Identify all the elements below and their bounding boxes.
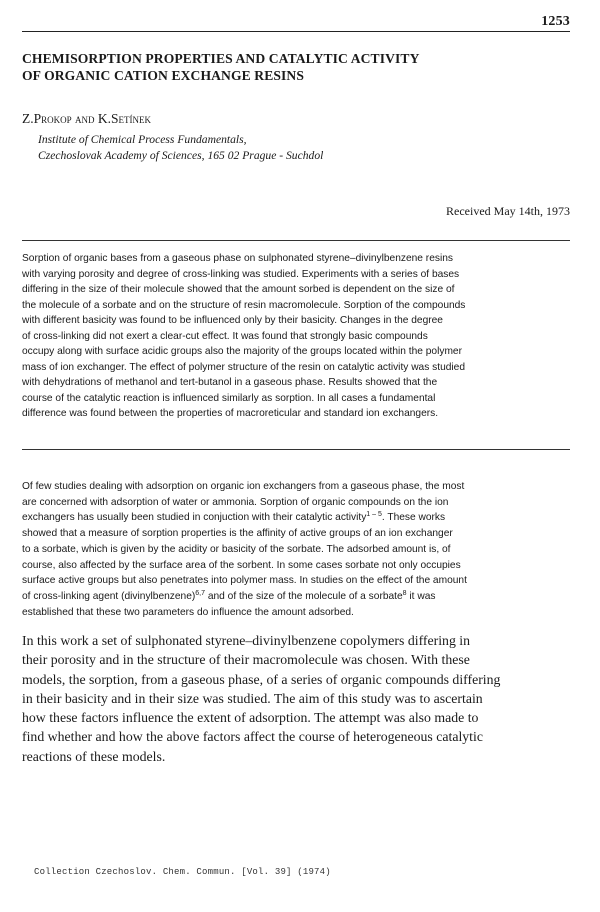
abstract-line: the molecule of a sorbate and on the structure of resin macromolecule. Sorption of the compounds [22,299,466,311]
paragraph-line: models, the sorption, from a gaseous phase, of a series of organic compounds differing [22,671,501,687]
text-run: exchangers has usually been studied in conjuction with their catalytic activity [22,512,367,524]
text-run: it was [406,590,436,602]
paragraph-line: surface active groups but also penetrates into polymer mass. In studies on the effect of the amount [22,575,467,587]
received-date: Received May 14th, 1973 [446,204,570,218]
reference-superscript: 1 – 5 [366,511,382,519]
header-rule [22,31,570,32]
paragraph-line: in their basicity and in their size was studied. The aim of this study was to ascertain [22,690,483,706]
paragraph-line: are concerned with adsorption of water or ammonia. Sorption of organic compounds on the ion [22,496,449,508]
paragraph-line: course, also affected by the surface area of the sorbent. In some cases sorbate not only occupies [22,559,461,571]
paragraph-line: how these factors influence the extent of adsorption. The attempt was also made to [22,710,479,726]
paragraph-line: established that these two parameters do influence the amount adsorbed. [22,606,354,618]
paragraph-line [22,510,569,526]
paragraph-line: showed that a measure of sorption properties is the affinity of active groups of an ion exchanger [22,528,453,540]
abstract-line: mass of ion exchanger. The effect of polymer structure of the resin on catalytic activity was studied [22,361,465,373]
title-line: CHEMISORPTION PROPERTIES AND CATALYTIC ACTIVITY [22,51,420,66]
abstract-line: with different basicity was found to be influenced only by their basicity. Changes in the degree [22,315,443,326]
abstract-line: with varying porosity and degree of cross-linking was studied. Experiments with a series of bases [22,268,460,280]
paragraph-line: their porosity and in the structure of their macromolecule was chosen. With these [22,652,470,668]
paragraph-line: find whether and how the above factors affect the course of heterogeneous catalytic [22,729,483,745]
abstract-line: differing in the size of their molecule showed that the amount sorbed is dependent on the size of [22,284,455,295]
paragraph-line [22,589,569,605]
title-line: OF ORGANIC CATION EXCHANGE RESINS [22,68,305,83]
affiliation-line: Czechoslovak Academy of Sciences, 165 02 Prague - Suchdol [38,148,324,162]
text-run: . These works [381,512,446,524]
paragraph-line: In this work a set of sulphonated styrene–divinylbenzene copolymers differing in [22,633,471,648]
paragraph-line: to a sorbate, which is given by the acidity or basicity of the sorbate. The adsorbed amount is, of [22,543,451,555]
introduction-paragraph-2 [22,631,570,766]
affiliation-line: Institute of Chemical Process Fundamentals, [38,133,247,146]
abstract-line: with dehydrations of methanol and tert-butanol in a gaseous phase. Results showed that the [22,377,438,388]
abstract-line: difference was found between the properties of macroreticular and standard ion exchangers. [22,408,439,419]
page-number: 1253 [541,14,570,29]
introduction-paragraph-1 [22,479,569,620]
journal-footer: Collection Czechoslov. Chem. Commun. [Vol. 39] (1974) [34,867,331,877]
abstract-line: course of the catalytic reaction is influenced similarly as sorption. In all cases a fundamental [22,392,436,404]
paragraph-line: reactions of these models. [22,748,166,764]
abstract [22,251,569,422]
reference-superscript: 6,7 [195,589,206,597]
authors: Z.Prokop and K.Setínek [22,111,152,126]
affiliation [38,132,558,163]
paragraph-line: Of few studies dealing with adsorption on organic ion exchangers from a gaseous phase, the most [22,481,465,492]
reference-superscript: 8 [402,589,407,597]
abstract-line: of cross-linking did not exert a clear-cut effect. It was found that strongly basic compounds [22,330,428,342]
abstract-line: occupy along with surface acidic groups also the majority of the groups located within the polymer [22,346,462,357]
article-title [22,50,570,84]
abstract-top-rule [22,240,570,241]
abstract-bottom-rule [22,449,570,450]
text-run: and of the size of the molecule of a sorbate [205,590,403,602]
text-run: of cross-linking agent (divinylbenzene) [22,590,196,602]
abstract-line: Sorption of organic bases from a gaseous phase on sulphonated styrene–divinylbenzene resins [22,253,453,264]
